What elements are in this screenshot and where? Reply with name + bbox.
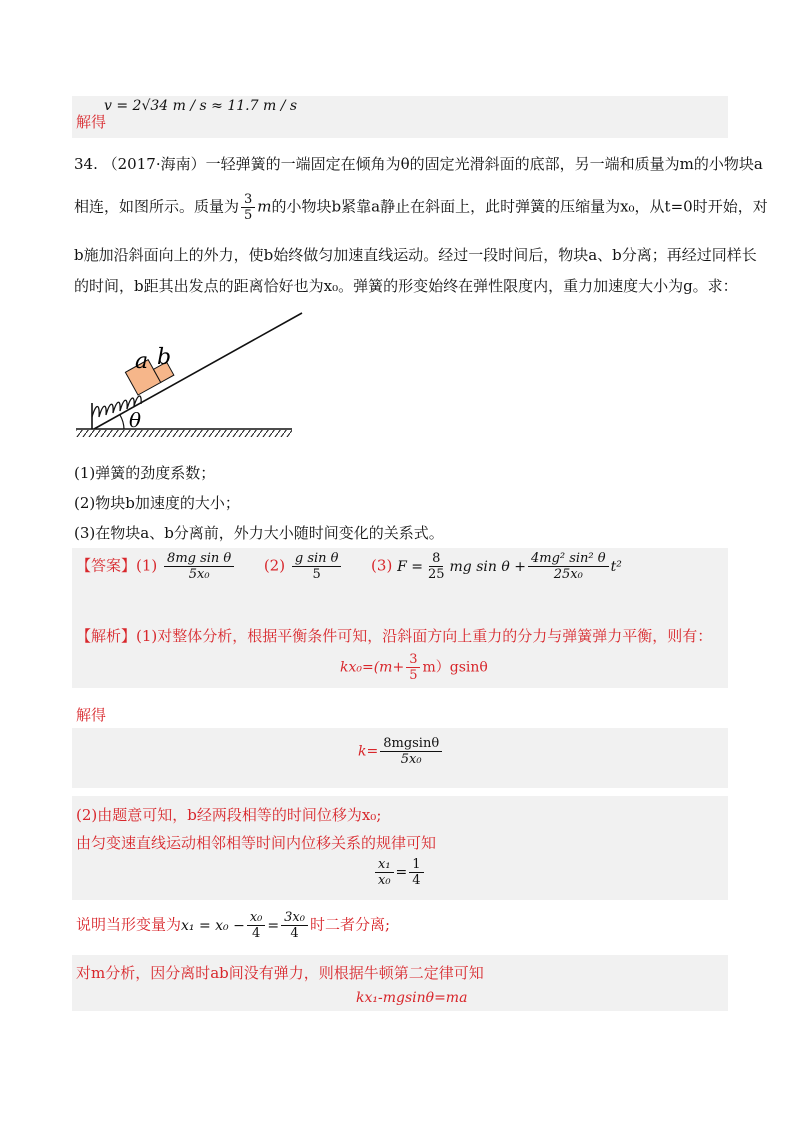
eq1-den: 5 xyxy=(409,668,418,683)
incline-figure xyxy=(74,305,304,440)
answer-2-fraction xyxy=(292,551,342,582)
ratio-eq: = xyxy=(395,864,408,881)
ground-hatch xyxy=(76,430,292,437)
incline-line xyxy=(94,313,302,429)
eq1-pre: kx₀=(m+ xyxy=(340,659,405,676)
problem-text-2b: 的小物块b紧靠a静止在斜面上，此时弹簧的压缩量为x₀，从t=0时开始，对 xyxy=(271,197,768,216)
answer-part-1: (1) xyxy=(136,556,158,575)
answer-row xyxy=(76,551,622,582)
sep-f1-den: 4 xyxy=(251,926,261,941)
mass-frac-den: 5 xyxy=(244,208,253,223)
problem-text-2a: 相连，如图所示。质量为 xyxy=(74,197,240,216)
answer-3-coef xyxy=(425,551,448,582)
answer-1-fraction xyxy=(164,551,234,582)
k-num: 8mgsinθ xyxy=(380,736,442,752)
ratio-left-num: x₁ xyxy=(375,857,394,873)
answer-3-coef-den: 25 xyxy=(427,567,445,582)
sep-f2-num: 3x₀ xyxy=(281,910,308,926)
part2-line-2: 由匀变速直线运动相邻相等时间内位移关系的规律可知 xyxy=(76,834,437,852)
ratio-right-den: 4 xyxy=(412,873,421,888)
part2-line-1: (2)由题意可知，b经两段相等的时间位移为x₀; xyxy=(76,806,382,824)
top-solve-label: 解得 xyxy=(76,113,107,131)
label-theta: θ xyxy=(129,408,142,432)
separation-line xyxy=(76,910,390,941)
separation-pre: 说明当形变量为 xyxy=(76,915,182,934)
answer-3-term xyxy=(528,551,609,582)
ratio-left-den: x₀ xyxy=(378,873,391,888)
ratio-right xyxy=(409,857,423,888)
problem-line-3: b施加沿斜面向上的外力，使b始终做匀加速直线运动。经过一段时间后，物块a、b分离；再经过同样长 xyxy=(74,246,757,264)
mass-frac-suffix: m xyxy=(257,197,272,216)
ratio-left xyxy=(375,857,394,888)
separation-expr: x₁ = x₀ − xyxy=(181,917,245,934)
k-equation xyxy=(358,736,444,767)
ratio-right-num: 1 xyxy=(409,857,423,873)
analysis-text-1: (1)对整体分析，根据平衡条件可知，沿斜面方向上重力的分力与弹簧弹力平衡，则有： xyxy=(136,627,713,645)
equilibrium-equation xyxy=(340,652,488,683)
mass-fraction xyxy=(241,192,255,223)
k-fraction xyxy=(380,736,442,767)
final-equation: kx₁-mgsinθ=ma xyxy=(356,990,468,1006)
eq1-num: 3 xyxy=(406,652,420,668)
answer-3-term-num: 4mg² sin² θ xyxy=(528,551,609,567)
eq1-fraction xyxy=(406,652,420,683)
problem-text-1: 一轻弹簧的一端固定在倾角为θ的固定光滑斜面的底部，另一端和质量为m的小物块a xyxy=(205,155,763,173)
answer-part-2: (2) xyxy=(263,556,286,575)
answer-2-den: 5 xyxy=(312,567,321,582)
answer-3-term-den: 25x₀ xyxy=(553,567,583,582)
separation-frac-1 xyxy=(247,910,266,941)
question-1: (1)弹簧的劲度系数； xyxy=(74,464,216,482)
problem-source: （2017·海南） xyxy=(102,155,206,173)
k-lhs: k= xyxy=(358,743,379,760)
sep-eq: = xyxy=(267,917,280,934)
angle-arc xyxy=(120,415,124,429)
answer-3-lhs: F = xyxy=(397,558,423,575)
answer-3-coef-num: 8 xyxy=(429,551,443,567)
analysis-line-1 xyxy=(76,625,712,646)
problem-line-1 xyxy=(74,153,763,174)
problem-number: 34. xyxy=(74,155,98,173)
answer-3-tail: t² xyxy=(610,558,622,575)
answer-part-3: (3) xyxy=(371,556,393,575)
sep-f2-den: 4 xyxy=(290,926,299,941)
problem-line-4: 的时间，b距其出发点的距离恰好也为x₀。弹簧的形变始终在弹性限度内，重力加速度大小为g。求： xyxy=(74,277,738,295)
problem-line-2 xyxy=(74,192,768,223)
final-text: 对m分析，因分离时ab间没有弹力，则根据牛顿第二定律可知 xyxy=(76,964,484,982)
answer-2-num: g sin θ xyxy=(292,551,342,567)
separation-frac-2 xyxy=(281,910,308,941)
question-3: (3)在物块a、b分离前，外力大小随时间变化的关系式。 xyxy=(74,524,444,542)
eq1-post: m）gsinθ xyxy=(422,659,488,676)
question-2: (2)物块b加速度的大小； xyxy=(74,494,240,512)
solve-label: 解得 xyxy=(76,706,107,724)
k-den: 5x₀ xyxy=(400,752,422,767)
velocity-formula: v = 2√34 m / s ≈ 11.7 m / s xyxy=(104,98,298,114)
sep-f1-num: x₀ xyxy=(247,910,266,926)
answer-1-num: 8mg sin θ xyxy=(164,551,234,567)
analysis-label: 【解析】 xyxy=(76,627,137,645)
answer-3-mid: mg sin θ + xyxy=(449,558,526,575)
displacement-ratio xyxy=(373,857,426,888)
separation-post: 时二者分离; xyxy=(309,915,391,934)
answer-label: 【答案】 xyxy=(76,556,137,575)
label-a: a xyxy=(135,349,149,374)
label-b: b xyxy=(157,345,172,370)
answer-1-den: 5x₀ xyxy=(188,567,210,582)
mass-frac-num: 3 xyxy=(241,192,255,208)
